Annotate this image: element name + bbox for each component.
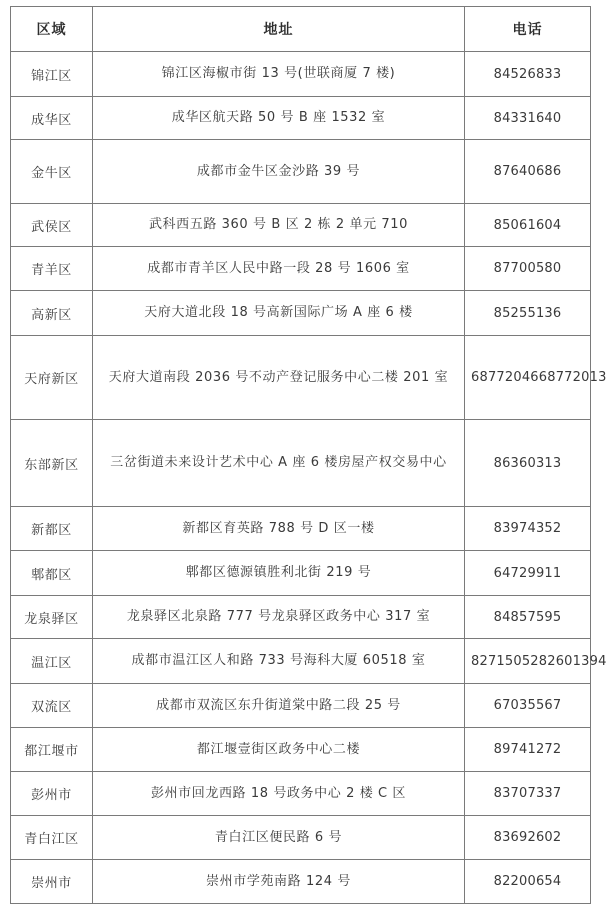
- district-cell: 崇州市: [11, 860, 93, 904]
- address-cell: 新都区育英路 788 号 D 区一楼: [93, 507, 465, 551]
- phone-cell: 83707337: [465, 772, 591, 816]
- table-row: [11, 684, 591, 728]
- address-cell: 成华区航天路 50 号 B 座 1532 室: [93, 97, 465, 140]
- table-row: [11, 291, 591, 336]
- district-cell: 成华区: [11, 97, 93, 140]
- district-cell: 金牛区: [11, 140, 93, 204]
- phone-cell: 82200654: [465, 860, 591, 904]
- header-phone: 电话: [465, 7, 591, 52]
- address-cell: 龙泉驿区北泉路 777 号龙泉驿区政务中心 317 室: [93, 596, 465, 639]
- district-cell: 天府新区: [11, 336, 93, 420]
- phone-cell: 85061604: [465, 204, 591, 247]
- district-cell: 青羊区: [11, 247, 93, 291]
- table-row: [11, 551, 591, 596]
- table-row: [11, 816, 591, 860]
- district-cell: 武侯区: [11, 204, 93, 247]
- phone-cell: 87640686: [465, 140, 591, 204]
- address-cell: 成都市青羊区人民中路一段 28 号 1606 室: [93, 247, 465, 291]
- phone-cell: 84331640: [465, 97, 591, 140]
- header-address: 地址: [93, 7, 465, 52]
- phone-cell: 87700580: [465, 247, 591, 291]
- table-row: [11, 204, 591, 247]
- district-cell: 双流区: [11, 684, 93, 728]
- district-cell: 彭州市: [11, 772, 93, 816]
- address-cell: 都江堰壹街区政务中心二楼: [93, 728, 465, 772]
- table-row: [11, 639, 591, 684]
- table-row: [11, 772, 591, 816]
- address-cell: 崇州市学苑南路 124 号: [93, 860, 465, 904]
- phone-cell: 8271505282601394: [465, 639, 591, 684]
- phone-cell: 67035567: [465, 684, 591, 728]
- district-cell: 高新区: [11, 291, 93, 336]
- table-row: [11, 860, 591, 904]
- district-cell: 青白江区: [11, 816, 93, 860]
- phone-cell: 89741272: [465, 728, 591, 772]
- address-cell: 成都市双流区东升街道棠中路二段 25 号: [93, 684, 465, 728]
- district-cell: 都江堰市: [11, 728, 93, 772]
- phone-cell: 83692602: [465, 816, 591, 860]
- header-district: 区域: [11, 7, 93, 52]
- district-cell: 锦江区: [11, 52, 93, 97]
- table-row: [11, 420, 591, 507]
- district-cell: 温江区: [11, 639, 93, 684]
- table-row: [11, 247, 591, 291]
- table-row: [11, 507, 591, 551]
- address-cell: 天府大道南段 2036 号不动产登记服务中心二楼 201 室: [93, 336, 465, 420]
- address-cell: 青白江区便民路 6 号: [93, 816, 465, 860]
- phone-cell: 6877204668772013: [465, 336, 591, 420]
- district-cell: 龙泉驿区: [11, 596, 93, 639]
- table-row: [11, 596, 591, 639]
- district-cell: 郫都区: [11, 551, 93, 596]
- phone-cell: 84857595: [465, 596, 591, 639]
- address-cell: 锦江区海椒市街 13 号(世联商厦 7 楼): [93, 52, 465, 97]
- address-cell: 成都市金牛区金沙路 39 号: [93, 140, 465, 204]
- address-cell: 天府大道北段 18 号高新国际广场 A 座 6 楼: [93, 291, 465, 336]
- district-cell: 东部新区: [11, 420, 93, 507]
- phone-cell: 86360313: [465, 420, 591, 507]
- table-row: [11, 336, 591, 420]
- address-table-container: [10, 6, 607, 904]
- address-cell: 郫都区德源镇胜利北街 219 号: [93, 551, 465, 596]
- address-cell: 成都市温江区人和路 733 号海科大厦 60518 室: [93, 639, 465, 684]
- phone-cell: 84526833: [465, 52, 591, 97]
- address-cell: 武科西五路 360 号 B 区 2 栋 2 单元 710: [93, 204, 465, 247]
- phone-cell: 83974352: [465, 507, 591, 551]
- table-row: [11, 97, 591, 140]
- address-cell: 彭州市回龙西路 18 号政务中心 2 楼 C 区: [93, 772, 465, 816]
- table-header-row: [11, 7, 591, 52]
- phone-cell: 85255136: [465, 291, 591, 336]
- district-cell: 新都区: [11, 507, 93, 551]
- table-row: [11, 52, 591, 97]
- address-table: [10, 6, 607, 904]
- address-cell: 三岔街道未来设计艺术中心 A 座 6 楼房屋产权交易中心: [93, 420, 465, 507]
- table-row: [11, 728, 591, 772]
- phone-cell: 64729911: [465, 551, 591, 596]
- table-row: [11, 140, 591, 204]
